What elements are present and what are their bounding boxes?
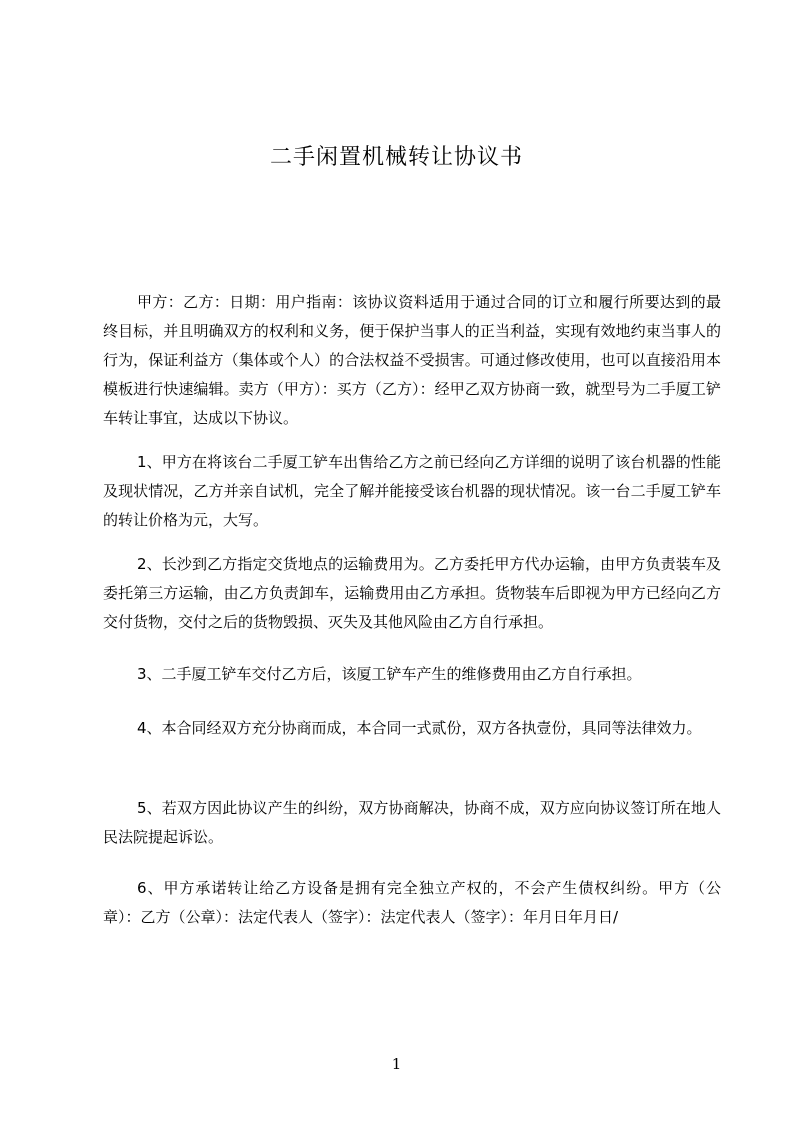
clause-3-paragraph: 3、二手厦工铲车交付乙方后，该厦工铲车产生的维修费用由乙方自行承担。 (137, 665, 642, 683)
clause-6-paragraph: 6、甲方承诺转让给乙方设备是拥有完全独立产权的，不会产生债权纠纷。甲方（公章）：乙方（公章）：法定代表人（签字）：法定代表人（签字）：年月日年月日/ (103, 879, 721, 926)
clause-2-paragraph: 2、长沙到乙方指定交货地点的运输费用为。乙方委托甲方代办运输，由甲方负责装车及委托第三方运输，由乙方负责卸车，运输费用由乙方承担。货物装车后即视为甲方已经向乙方交付货物，交付之后的货物毁损、灭失及其他风险由乙方自行承担。 (103, 555, 721, 631)
intro-paragraph: 甲方：乙方：日期：用户指南：该协议资料适用于通过合同的订立和履行所要达到的最终目标，并且明确双方的权利和义务，便于保护当事人的正当利益，实现有效地约束当事人的行为，保证利益方（集体或个人）的合法权益不受损害。可通过修改使用，也可以直接沿用本模板进行快速编辑。卖方（甲方）：买方（乙方）：经甲乙双方协商一致，就型号为二手厦工铲车转让事宜，达成以下协议。 (103, 293, 721, 427)
clause-5-paragraph: 5、若双方因此协议产生的纠纷，双方协商解决，协商不成，双方应向协议签订所在地人民法院提起诉讼。 (103, 799, 721, 846)
clause-4-paragraph: 4、本合同经双方充分协商而成，本合同一式贰份，双方各执壹份，具同等法律效力。 (137, 719, 702, 737)
document-title: 二手闲置机械转让协议书 (269, 145, 523, 170)
page-number: 1 (391, 1055, 402, 1073)
clause-1-paragraph: 1、甲方在将该台二手厦工铲车出售给乙方之前已经向乙方详细的说明了该台机器的性能及现状情况，乙方并亲自试机，完全了解并能接受该台机器的现状情况。该一台二手厦工铲车的转让价格为元，大写。 (103, 453, 721, 529)
